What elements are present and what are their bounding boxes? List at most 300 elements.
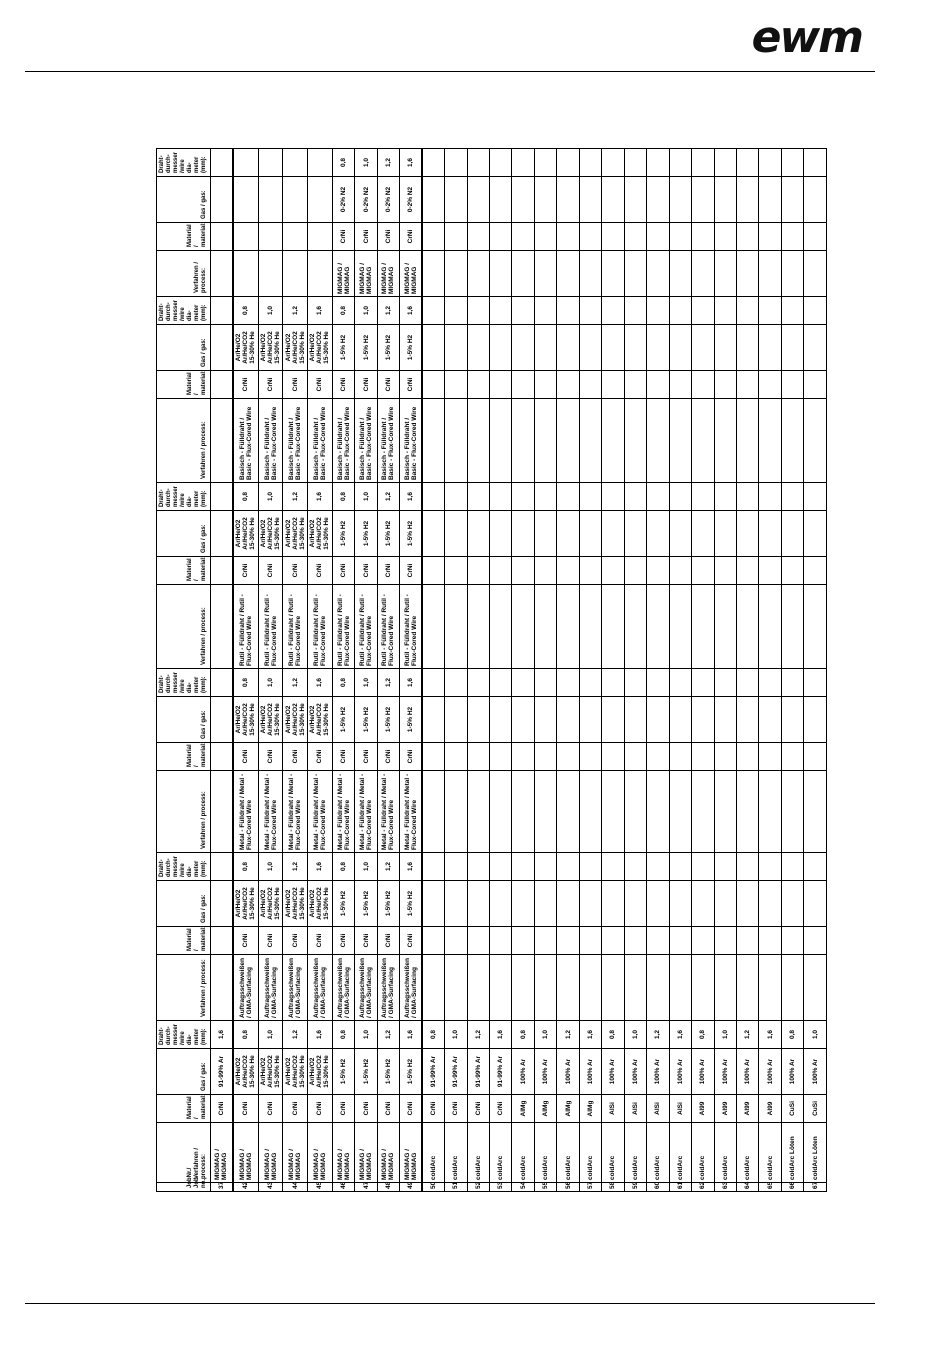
table-cell: 1,0: [355, 853, 377, 881]
table-cell: 0,8: [781, 1021, 803, 1049]
table-cell: [422, 585, 444, 669]
table-cell: [692, 557, 714, 585]
table-cell: [804, 177, 827, 223]
table-cell: [445, 251, 467, 297]
table-cell: [781, 697, 803, 743]
table-cell: 0,8: [233, 669, 258, 697]
table-row: [557, 149, 579, 1192]
table-cell: [647, 371, 669, 399]
table-cell: [557, 371, 579, 399]
table-cell: [579, 557, 601, 585]
table-cell: CrNi: [258, 557, 283, 585]
table-cell: [211, 297, 233, 325]
table-cell: [490, 743, 512, 771]
table-cell: coldArc: [759, 1123, 781, 1183]
table-cell: MIGMAG / MIGMAG: [211, 1123, 233, 1183]
table-cell: [669, 177, 691, 223]
table-cell: CrNi: [233, 1095, 258, 1123]
column-header: Gas / gas:: [157, 511, 211, 557]
job-number-cell: 63: [714, 1183, 736, 1192]
table-cell: [445, 371, 467, 399]
table-cell: AlMg: [579, 1095, 601, 1123]
table-cell: [211, 325, 233, 371]
table-cell: CrNi: [258, 927, 283, 955]
table-row: [283, 149, 308, 1192]
table-cell: [579, 771, 601, 853]
table-row: [233, 149, 258, 1192]
table-cell: [467, 585, 489, 669]
table-cell: [512, 251, 534, 297]
table-cell: CrNi: [400, 927, 422, 955]
table-cell: [602, 881, 624, 927]
table-row: [624, 149, 646, 1192]
table-cell: [467, 399, 489, 483]
table-cell: Ar/He/O2 Ar/He/CO2 15-30% He: [233, 881, 258, 927]
table-cell: [602, 771, 624, 853]
table-cell: [579, 955, 601, 1021]
table-cell: [624, 927, 646, 955]
column-header: Draht-durch-messer /wire dia-meter (mm):: [157, 853, 211, 881]
table-cell: 100% Ar: [624, 1049, 646, 1095]
table-cell: [647, 251, 669, 297]
table-cell: [781, 771, 803, 853]
table-cell: [669, 771, 691, 853]
table-cell: 1,2: [283, 853, 308, 881]
table-cell: Metal - Fülldraht / Metal - Flux-Cored Wire: [283, 771, 308, 853]
table-cell: [602, 853, 624, 881]
table-cell: [759, 743, 781, 771]
table-cell: [736, 771, 758, 853]
ewm-logo: ewm: [751, 12, 862, 63]
column-header: Verfahren / process:: [157, 399, 211, 483]
table-row: [422, 149, 444, 1192]
table-cell: [579, 585, 601, 669]
table-cell: [490, 853, 512, 881]
table-cell: [467, 881, 489, 927]
table-cell: Metal - Fülldraht / Metal - Flux-Cored Wire: [308, 771, 333, 853]
table-cell: 1,2: [377, 669, 399, 697]
job-number-cell: 56: [557, 1183, 579, 1192]
table-cell: [557, 297, 579, 325]
table-cell: 100% Ar: [804, 1049, 827, 1095]
table-cell: [602, 325, 624, 371]
table-cell: [445, 557, 467, 585]
table-cell: [557, 177, 579, 223]
table-cell: [804, 743, 827, 771]
table-cell: [781, 223, 803, 251]
table-cell: [467, 297, 489, 325]
table-cell: Auftragsschweißen / GMA-Surfacing: [233, 955, 258, 1021]
table-cell: Ar/He/O2 Ar/He/CO2 15-30% He: [308, 881, 333, 927]
table-cell: coldArc: [602, 1123, 624, 1183]
table-cell: [624, 669, 646, 697]
table-cell: 0-2% N2: [355, 177, 377, 223]
table-cell: 1,0: [804, 1021, 827, 1049]
table-cell: [258, 149, 283, 177]
table-cell: 100% Ar: [714, 1049, 736, 1095]
table-cell: [602, 585, 624, 669]
table-cell: Auftragsschweißen / GMA-Surfacing: [332, 955, 354, 1021]
table-cell: [283, 251, 308, 297]
table-cell: CrNi: [377, 927, 399, 955]
table-cell: [624, 297, 646, 325]
job-number-cell: 53: [490, 1183, 512, 1192]
table-cell: [211, 149, 233, 177]
table-cell: [579, 927, 601, 955]
table-cell: Basisch - Fülldraht / Basic - Flux-Cored Wire: [308, 399, 333, 483]
table-cell: [283, 177, 308, 223]
table-cell: Auftragsschweißen / GMA-Surfacing: [308, 955, 333, 1021]
table-cell: 100% Ar: [669, 1049, 691, 1095]
table-cell: [714, 697, 736, 743]
table-cell: MIGMAG / MIGMAG: [400, 251, 422, 297]
table-cell: 1-5% H2: [377, 1049, 399, 1095]
table-cell: [308, 251, 333, 297]
table-cell: [692, 297, 714, 325]
column-header: Gas / gas:: [157, 177, 211, 223]
table-cell: [736, 585, 758, 669]
table-cell: [445, 955, 467, 1021]
table-cell: coldArc: [534, 1123, 556, 1183]
table-cell: [422, 251, 444, 297]
table-cell: [308, 149, 333, 177]
column-header: JobNr./ Job-no.: [157, 1183, 211, 1192]
table-cell: [308, 223, 333, 251]
table-cell: [557, 697, 579, 743]
table-cell: coldArc: [422, 1123, 444, 1183]
table-row: [355, 149, 377, 1192]
table-cell: 1-5% H2: [377, 511, 399, 557]
table-cell: [445, 771, 467, 853]
table-cell: Rutil - Fülldraht / Rutil - Flux-Cored Wire: [332, 585, 354, 669]
table-cell: 1,2: [647, 1021, 669, 1049]
table-cell: CrNi: [355, 557, 377, 585]
table-cell: 100% Ar: [579, 1049, 601, 1095]
table-cell: coldArc: [624, 1123, 646, 1183]
table-cell: [624, 483, 646, 511]
table-cell: [781, 371, 803, 399]
table-cell: CrNi: [283, 557, 308, 585]
table-cell: [624, 399, 646, 483]
table-cell: [445, 297, 467, 325]
table-cell: [422, 399, 444, 483]
table-cell: [736, 483, 758, 511]
table-row: [669, 149, 691, 1192]
table-cell: [804, 297, 827, 325]
table-cell: [534, 771, 556, 853]
table-cell: [781, 927, 803, 955]
table-cell: [422, 881, 444, 927]
table-cell: [211, 743, 233, 771]
table-cell: CrNi: [308, 1095, 333, 1123]
table-cell: 100% Ar: [736, 1049, 758, 1095]
table-cell: Basisch - Fülldraht / Basic - Flux-Cored Wire: [233, 399, 258, 483]
table-cell: 1,2: [283, 1021, 308, 1049]
table-cell: [534, 483, 556, 511]
table-cell: coldArc: [692, 1123, 714, 1183]
column-header: Gas / gas:: [157, 1049, 211, 1095]
table-cell: Ar/He/O2 Ar/He/CO2 15-30% He: [233, 511, 258, 557]
table-cell: [602, 297, 624, 325]
table-cell: [692, 697, 714, 743]
column-header: Material / material:: [157, 1095, 211, 1123]
table-cell: [258, 251, 283, 297]
table-cell: 1-5% H2: [377, 881, 399, 927]
table-cell: CrNi: [233, 743, 258, 771]
column-header: Material / material:: [157, 557, 211, 585]
table-cell: Basisch - Fülldraht / Basic - Flux-Cored Wire: [258, 399, 283, 483]
table-cell: [512, 669, 534, 697]
table-cell: [211, 927, 233, 955]
table-cell: 0,8: [332, 149, 354, 177]
table-cell: 1,0: [355, 483, 377, 511]
table-cell: Rutil - Fülldraht / Rutil - Flux-Cored Wire: [283, 585, 308, 669]
table-cell: [781, 297, 803, 325]
table-cell: [534, 955, 556, 1021]
table-cell: [736, 325, 758, 371]
table-cell: CuSi: [804, 1095, 827, 1123]
table-cell: [647, 297, 669, 325]
table-cell: Ar/He/O2 Ar/He/CO2 15-30% He: [308, 1049, 333, 1095]
table-cell: [759, 771, 781, 853]
table-cell: Basisch - Fülldraht / Basic - Flux-Cored Wire: [400, 399, 422, 483]
table-cell: [512, 399, 534, 483]
table-cell: 1,6: [490, 1021, 512, 1049]
table-row: [400, 149, 422, 1192]
table-cell: 1,0: [355, 149, 377, 177]
table-cell: [211, 177, 233, 223]
table-cell: [624, 585, 646, 669]
table-cell: [781, 511, 803, 557]
table-cell: [669, 399, 691, 483]
column-header: Material / material:: [157, 371, 211, 399]
table-cell: 0-2% N2: [332, 177, 354, 223]
table-cell: [211, 483, 233, 511]
table-cell: [759, 955, 781, 1021]
table-cell: 1,6: [308, 1021, 333, 1049]
table-cell: CrNi: [400, 557, 422, 585]
table-cell: [445, 697, 467, 743]
table-cell: [781, 853, 803, 881]
table-cell: [233, 223, 258, 251]
table-cell: [647, 399, 669, 483]
table-cell: [669, 927, 691, 955]
table-cell: 1,2: [377, 853, 399, 881]
job-number-cell: 54: [512, 1183, 534, 1192]
table-cell: [467, 251, 489, 297]
table-cell: [490, 297, 512, 325]
table-cell: 0-2% N2: [400, 177, 422, 223]
table-cell: [467, 483, 489, 511]
table-cell: [647, 483, 669, 511]
table-cell: [669, 585, 691, 669]
table-cell: [211, 853, 233, 881]
job-number-cell: 42: [233, 1183, 258, 1192]
table-cell: [445, 853, 467, 881]
table-cell: coldArc: [647, 1123, 669, 1183]
table-cell: [714, 149, 736, 177]
table-cell: [490, 399, 512, 483]
table-cell: [445, 585, 467, 669]
table-cell: 1,2: [377, 297, 399, 325]
table-cell: Al99: [714, 1095, 736, 1123]
table-cell: [512, 325, 534, 371]
table-cell: AlMg: [512, 1095, 534, 1123]
table-cell: 1,6: [400, 853, 422, 881]
table-cell: 1-5% H2: [400, 881, 422, 927]
table-cell: [692, 251, 714, 297]
table-cell: Ar/He/O2 Ar/He/CO2 15-30% He: [233, 325, 258, 371]
table-cell: [534, 511, 556, 557]
table-cell: [804, 771, 827, 853]
table-cell: 0,8: [233, 297, 258, 325]
table-cell: 100% Ar: [781, 1049, 803, 1095]
table-cell: Auftragsschweißen / GMA-Surfacing: [258, 955, 283, 1021]
table-row: [308, 149, 333, 1192]
table-cell: [579, 149, 601, 177]
job-number-cell: 55: [534, 1183, 556, 1192]
table-cell: 1,2: [467, 1021, 489, 1049]
table-cell: [759, 669, 781, 697]
table-cell: [759, 511, 781, 557]
table-cell: [804, 371, 827, 399]
table-cell: [445, 149, 467, 177]
table-cell: CrNi: [332, 223, 354, 251]
table-cell: [602, 669, 624, 697]
table-cell: 1,0: [258, 669, 283, 697]
table-cell: [467, 371, 489, 399]
table-cell: 1-5% H2: [355, 881, 377, 927]
table-cell: CrNi: [308, 371, 333, 399]
table-cell: [445, 223, 467, 251]
table-cell: 1,2: [283, 483, 308, 511]
table-cell: [624, 881, 646, 927]
table-row: [467, 149, 489, 1192]
table-cell: 1-5% H2: [377, 325, 399, 371]
table-cell: [445, 511, 467, 557]
table-cell: [579, 223, 601, 251]
table-cell: CrNi: [332, 743, 354, 771]
table-cell: 1,6: [308, 483, 333, 511]
table-cell: [759, 149, 781, 177]
table-cell: CrNi: [377, 743, 399, 771]
table-cell: 1,6: [308, 297, 333, 325]
job-number-cell: 37: [211, 1183, 233, 1192]
table-row: [781, 149, 803, 1192]
table-cell: [714, 399, 736, 483]
table-cell: [624, 743, 646, 771]
table-cell: [759, 853, 781, 881]
job-number-cell: 44: [283, 1183, 308, 1192]
table-cell: [512, 557, 534, 585]
table-cell: 1,6: [308, 853, 333, 881]
column-header: Draht-durch-messer /wire dia-meter (mm):: [157, 297, 211, 325]
table-cell: [759, 297, 781, 325]
table-cell: 1-5% H2: [377, 697, 399, 743]
table-cell: [579, 177, 601, 223]
table-cell: [759, 399, 781, 483]
table-cell: [467, 771, 489, 853]
table-cell: [445, 927, 467, 955]
table-cell: [534, 881, 556, 927]
table-row: [736, 149, 758, 1192]
table-cell: 100% Ar: [534, 1049, 556, 1095]
table-cell: Metal - Fülldraht / Metal - Flux-Cored Wire: [233, 771, 258, 853]
table-row: [512, 149, 534, 1192]
table-cell: [692, 853, 714, 881]
job-number-cell: 48: [377, 1183, 399, 1192]
table-cell: [736, 511, 758, 557]
table-cell: [422, 483, 444, 511]
table-cell: CuSi: [781, 1095, 803, 1123]
table-cell: MIGMAG / MIGMAG: [355, 251, 377, 297]
table-cell: [258, 177, 283, 223]
table-cell: 1-5% H2: [355, 1049, 377, 1095]
table-cell: [512, 223, 534, 251]
table-cell: Ar/He/O2 Ar/He/CO2 15-30% He: [233, 1049, 258, 1095]
table-cell: [557, 927, 579, 955]
table-cell: 91-99% Ar: [490, 1049, 512, 1095]
table-cell: CrNi: [283, 371, 308, 399]
table-cell: 1,2: [736, 1021, 758, 1049]
table-cell: [579, 325, 601, 371]
table-row: [759, 149, 781, 1192]
table-cell: [534, 325, 556, 371]
table-cell: CrNi: [332, 557, 354, 585]
table-cell: Basisch - Fülldraht / Basic - Flux-Cored Wire: [355, 399, 377, 483]
table-cell: coldArc: [669, 1123, 691, 1183]
table-cell: [512, 853, 534, 881]
table-cell: 0,8: [332, 297, 354, 325]
table-cell: 91-99% Ar: [445, 1049, 467, 1095]
table-cell: [692, 325, 714, 371]
table-cell: Auftragsschweißen / GMA-Surfacing: [355, 955, 377, 1021]
table-cell: 1-5% H2: [355, 697, 377, 743]
table-cell: [557, 669, 579, 697]
table-cell: [624, 325, 646, 371]
table-cell: [624, 149, 646, 177]
table-cell: [647, 585, 669, 669]
table-cell: [714, 325, 736, 371]
table-cell: Rutil - Fülldraht / Rutil - Flux-Cored Wire: [258, 585, 283, 669]
table-cell: CrNi: [258, 1095, 283, 1123]
table-cell: [467, 853, 489, 881]
table-cell: Ar/He/O2 Ar/He/CO2 15-30% He: [308, 511, 333, 557]
table-cell: [467, 511, 489, 557]
job-number-cell: 66: [781, 1183, 803, 1192]
table-cell: [557, 251, 579, 297]
table-cell: [512, 881, 534, 927]
table-cell: [579, 881, 601, 927]
table-cell: MIGMAG / MIGMAG: [400, 1123, 422, 1183]
table-cell: [759, 881, 781, 927]
table-cell: [490, 697, 512, 743]
table-cell: [490, 223, 512, 251]
table-cell: 1,6: [400, 1021, 422, 1049]
table-cell: [557, 955, 579, 1021]
table-cell: [211, 557, 233, 585]
column-header: Verfahren / process:: [157, 955, 211, 1021]
table-cell: [512, 585, 534, 669]
table-cell: [557, 511, 579, 557]
table-cell: [804, 697, 827, 743]
table-cell: CrNi: [332, 371, 354, 399]
table-cell: [624, 697, 646, 743]
table-cell: [669, 483, 691, 511]
table-cell: [422, 669, 444, 697]
table-cell: [467, 927, 489, 955]
table-cell: Ar/He/O2 Ar/He/CO2 15-30% He: [258, 511, 283, 557]
